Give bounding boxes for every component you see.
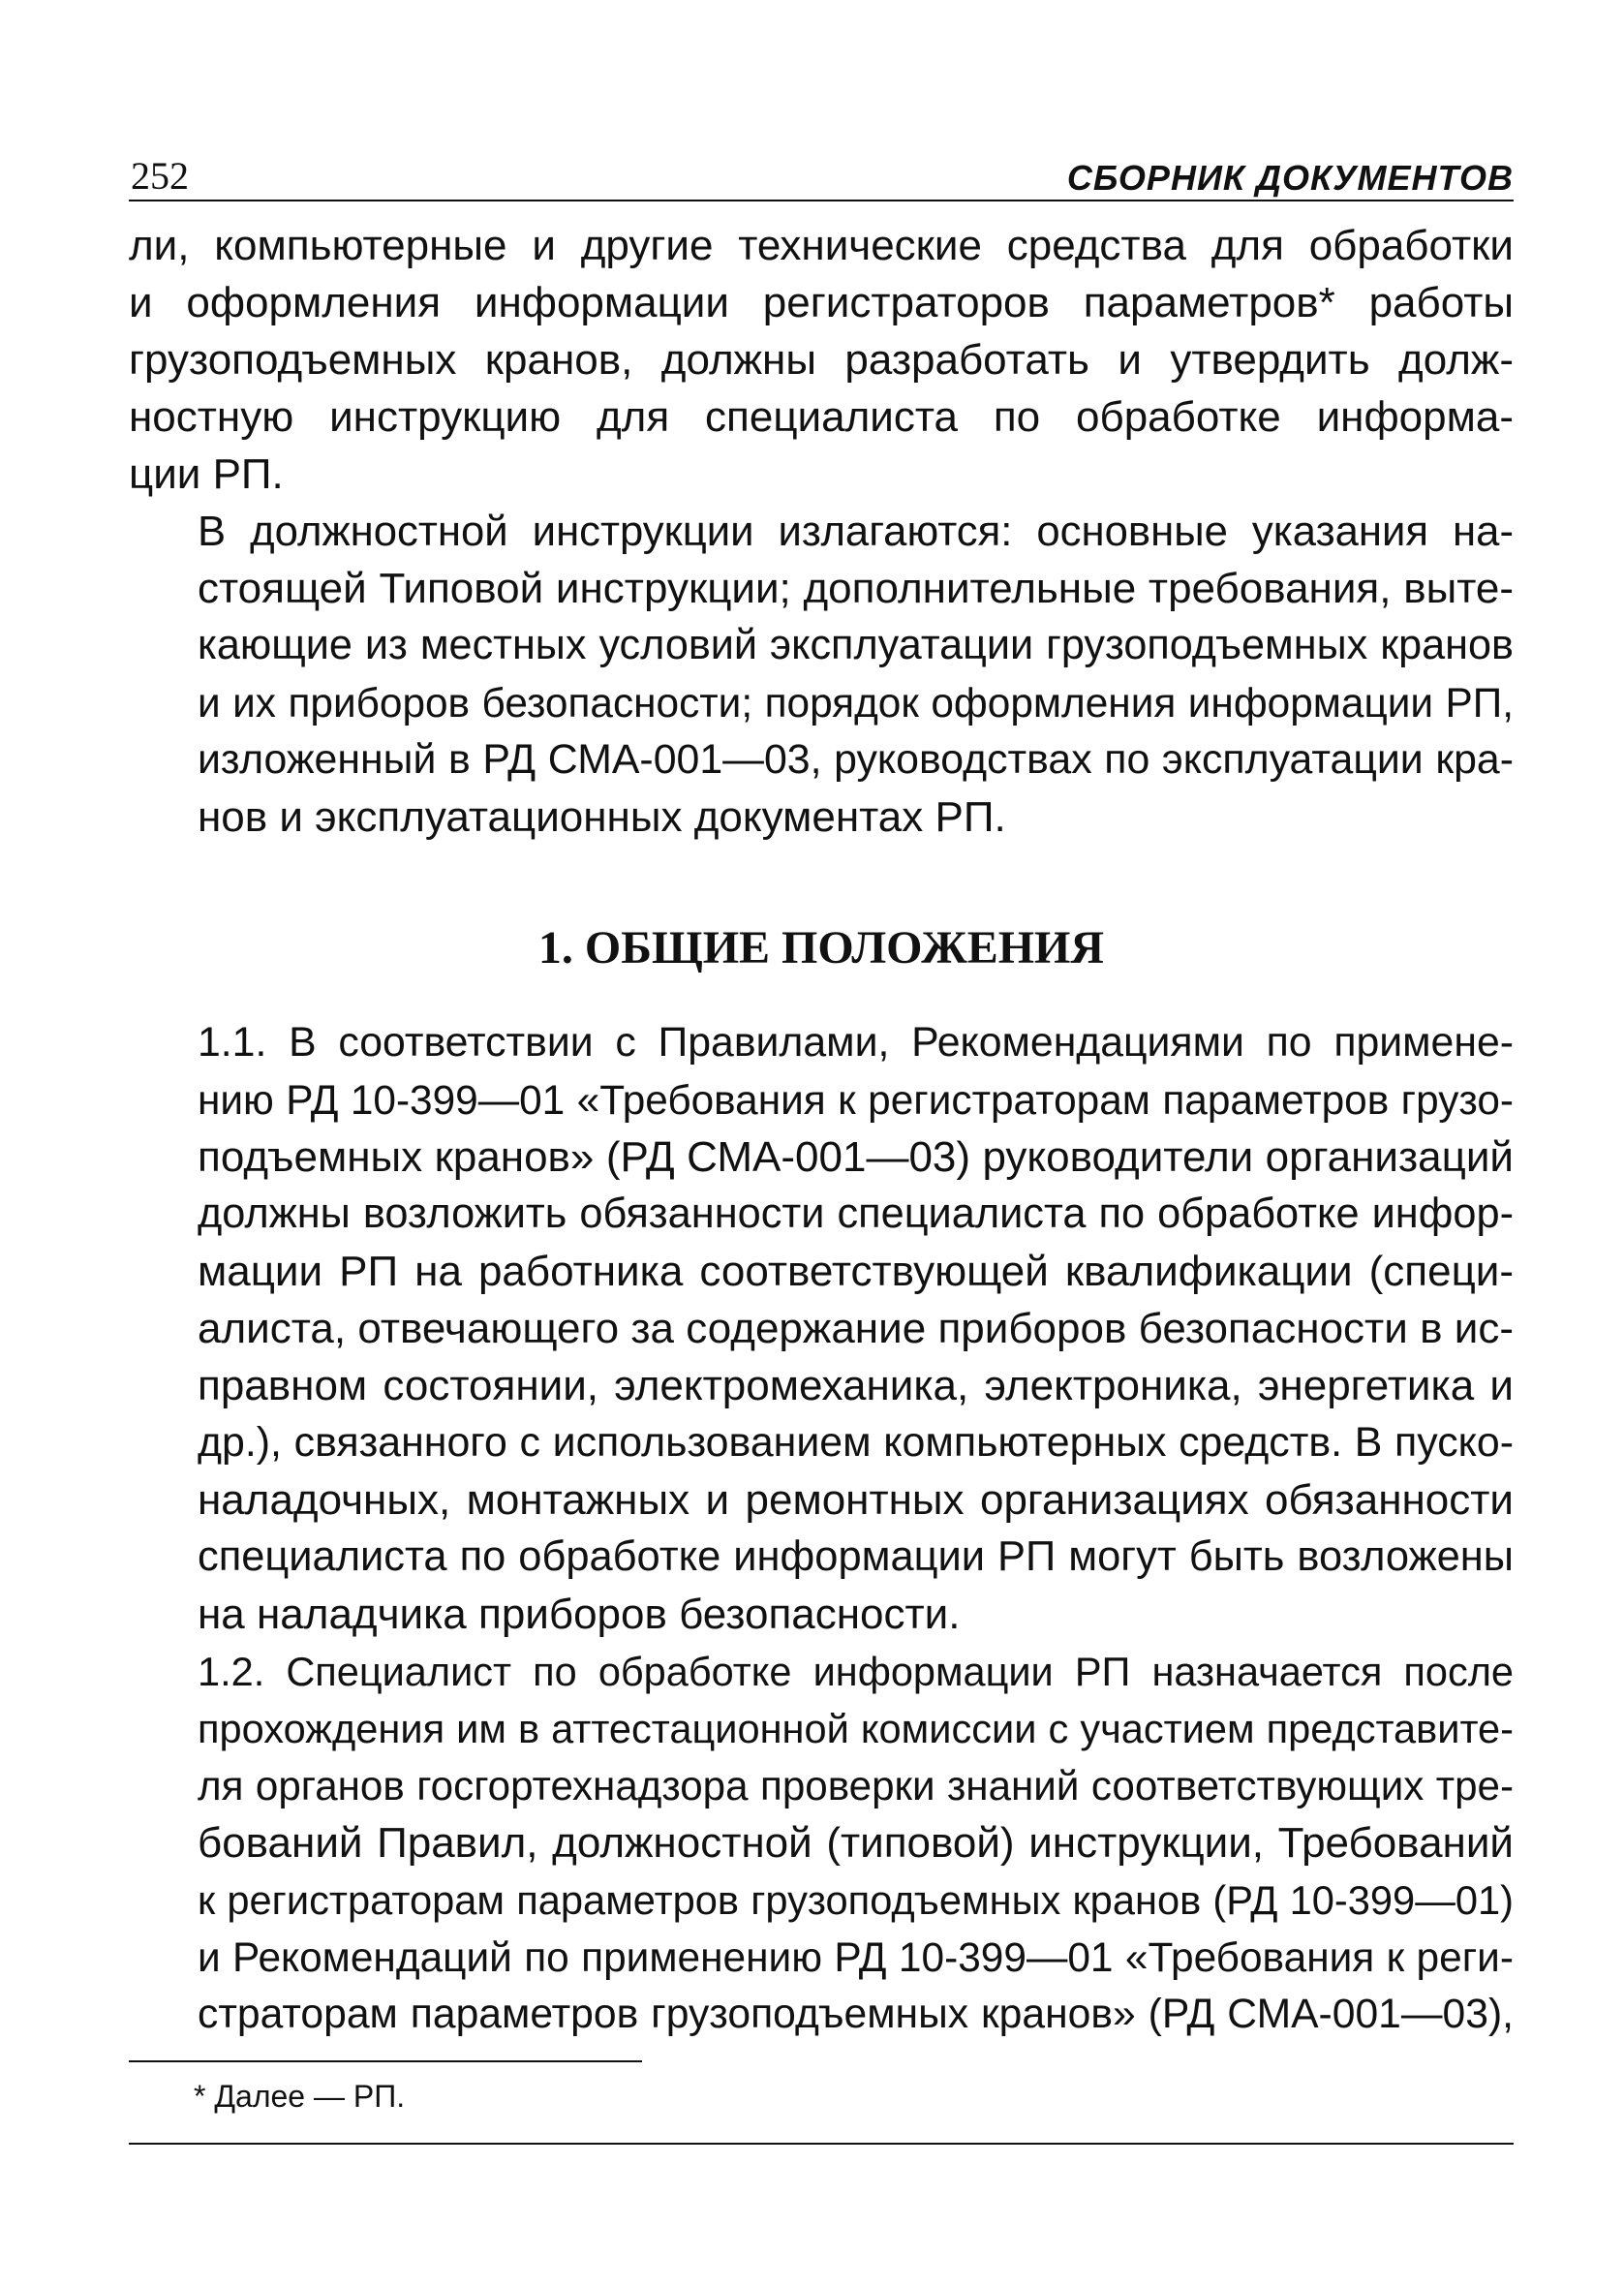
text-line: и оформления информации регистраторов параметров* работы bbox=[129, 279, 1514, 326]
intro-paragraph-2 bbox=[129, 503, 1514, 846]
running-title: СБОРНИК ДОКУМЕНТОВ bbox=[1066, 158, 1514, 198]
clause-1-1 bbox=[129, 1014, 1514, 1643]
text-line: бований Правил, должностной (типовой) инструкции, Требований bbox=[198, 1819, 1514, 1867]
text-line: нов и эксплуатационных документах РП. bbox=[198, 793, 1006, 841]
text-line: мации РП на работника соответствующей квалификации (специ- bbox=[198, 1248, 1514, 1295]
text-line: страторам параметров грузоподъемных кранов» (РД СМА-001—03), bbox=[198, 1991, 1514, 2037]
text-line: правном состоянии, электромеханика, электроника, энергетика и bbox=[198, 1362, 1514, 1409]
text-line: ли, компьютерные и другие технические средства для обработки bbox=[129, 222, 1514, 269]
text-line: специалиста по обработке информации РП могут быть возложены bbox=[198, 1533, 1514, 1580]
text-line: и Рекомендаций по применению РД 10-399—01 «Требования к реги- bbox=[198, 1934, 1514, 1980]
text-line: на наладчика приборов безопасности. bbox=[198, 1591, 961, 1638]
text-line: изложенный в РД СМА-001—03, руководствах по эксплуатации кра- bbox=[198, 736, 1514, 783]
text-line: др.), связанного с использованием компьютерных средств. В пуско- bbox=[198, 1419, 1514, 1466]
text-line: ностную инструкцию для специалиста по обработке информа- bbox=[129, 393, 1514, 441]
text-line: 1.2. Специалист по обработке информации РП назначается после bbox=[198, 1649, 1514, 1694]
text-line: подъемных кранов» (РД СМА-001—03) руководители организаций bbox=[198, 1133, 1514, 1181]
text-line: 1.1. В соответствии с Правилами, Рекомендациями по примене- bbox=[198, 1019, 1514, 1066]
footnote: * Далее — РП. bbox=[194, 2079, 406, 2114]
text-line: нию РД 10-399—01 «Требования к регистраторам параметров грузо- bbox=[198, 1077, 1514, 1123]
text-line: прохождения им в аттестационной комиссии с участием представите- bbox=[198, 1706, 1514, 1751]
text-line: к регистраторам параметров грузоподъемных кранов (РД 10-399—01) bbox=[198, 1877, 1514, 1923]
intro-text bbox=[129, 217, 1514, 846]
text-line: стоящей Типовой инструкции; дополнительные требования, выте- bbox=[198, 565, 1514, 612]
text-line: наладочных, монтажных и ремонтных организациях обязанности bbox=[198, 1476, 1514, 1524]
text-line: В должностной инструкции излагаются: основные указания на- bbox=[198, 508, 1514, 555]
bottom-divider bbox=[129, 2143, 1514, 2145]
text-line: грузоподъемных кранов, должны разработать и утвердить долж- bbox=[129, 336, 1514, 384]
page-number: 252 bbox=[131, 154, 189, 198]
text-line: и их приборов безопасности; порядок оформления информации РП, bbox=[198, 680, 1514, 726]
text-line: ции РП. bbox=[129, 450, 284, 498]
clause-1-2 bbox=[129, 1643, 1514, 2043]
page-header bbox=[129, 145, 1514, 201]
text-line: кающие из местных условий эксплуатации грузоподъемных кранов bbox=[198, 622, 1514, 668]
text-line: должны возложить обязанности специалиста по обработке инфор- bbox=[198, 1190, 1514, 1237]
text-line: алиста, отвечающего за содержание приборов безопасности в ис- bbox=[198, 1305, 1514, 1352]
section-body bbox=[129, 1014, 1514, 2043]
footnote-divider bbox=[129, 2060, 642, 2062]
intro-paragraph-1 bbox=[129, 217, 1514, 503]
text-line: ля органов госгортехнадзора проверки знаний соответствующих тре- bbox=[198, 1763, 1514, 1809]
section-heading: 1. ОБЩИЕ ПОЛОЖЕНИЯ bbox=[537, 922, 1105, 974]
